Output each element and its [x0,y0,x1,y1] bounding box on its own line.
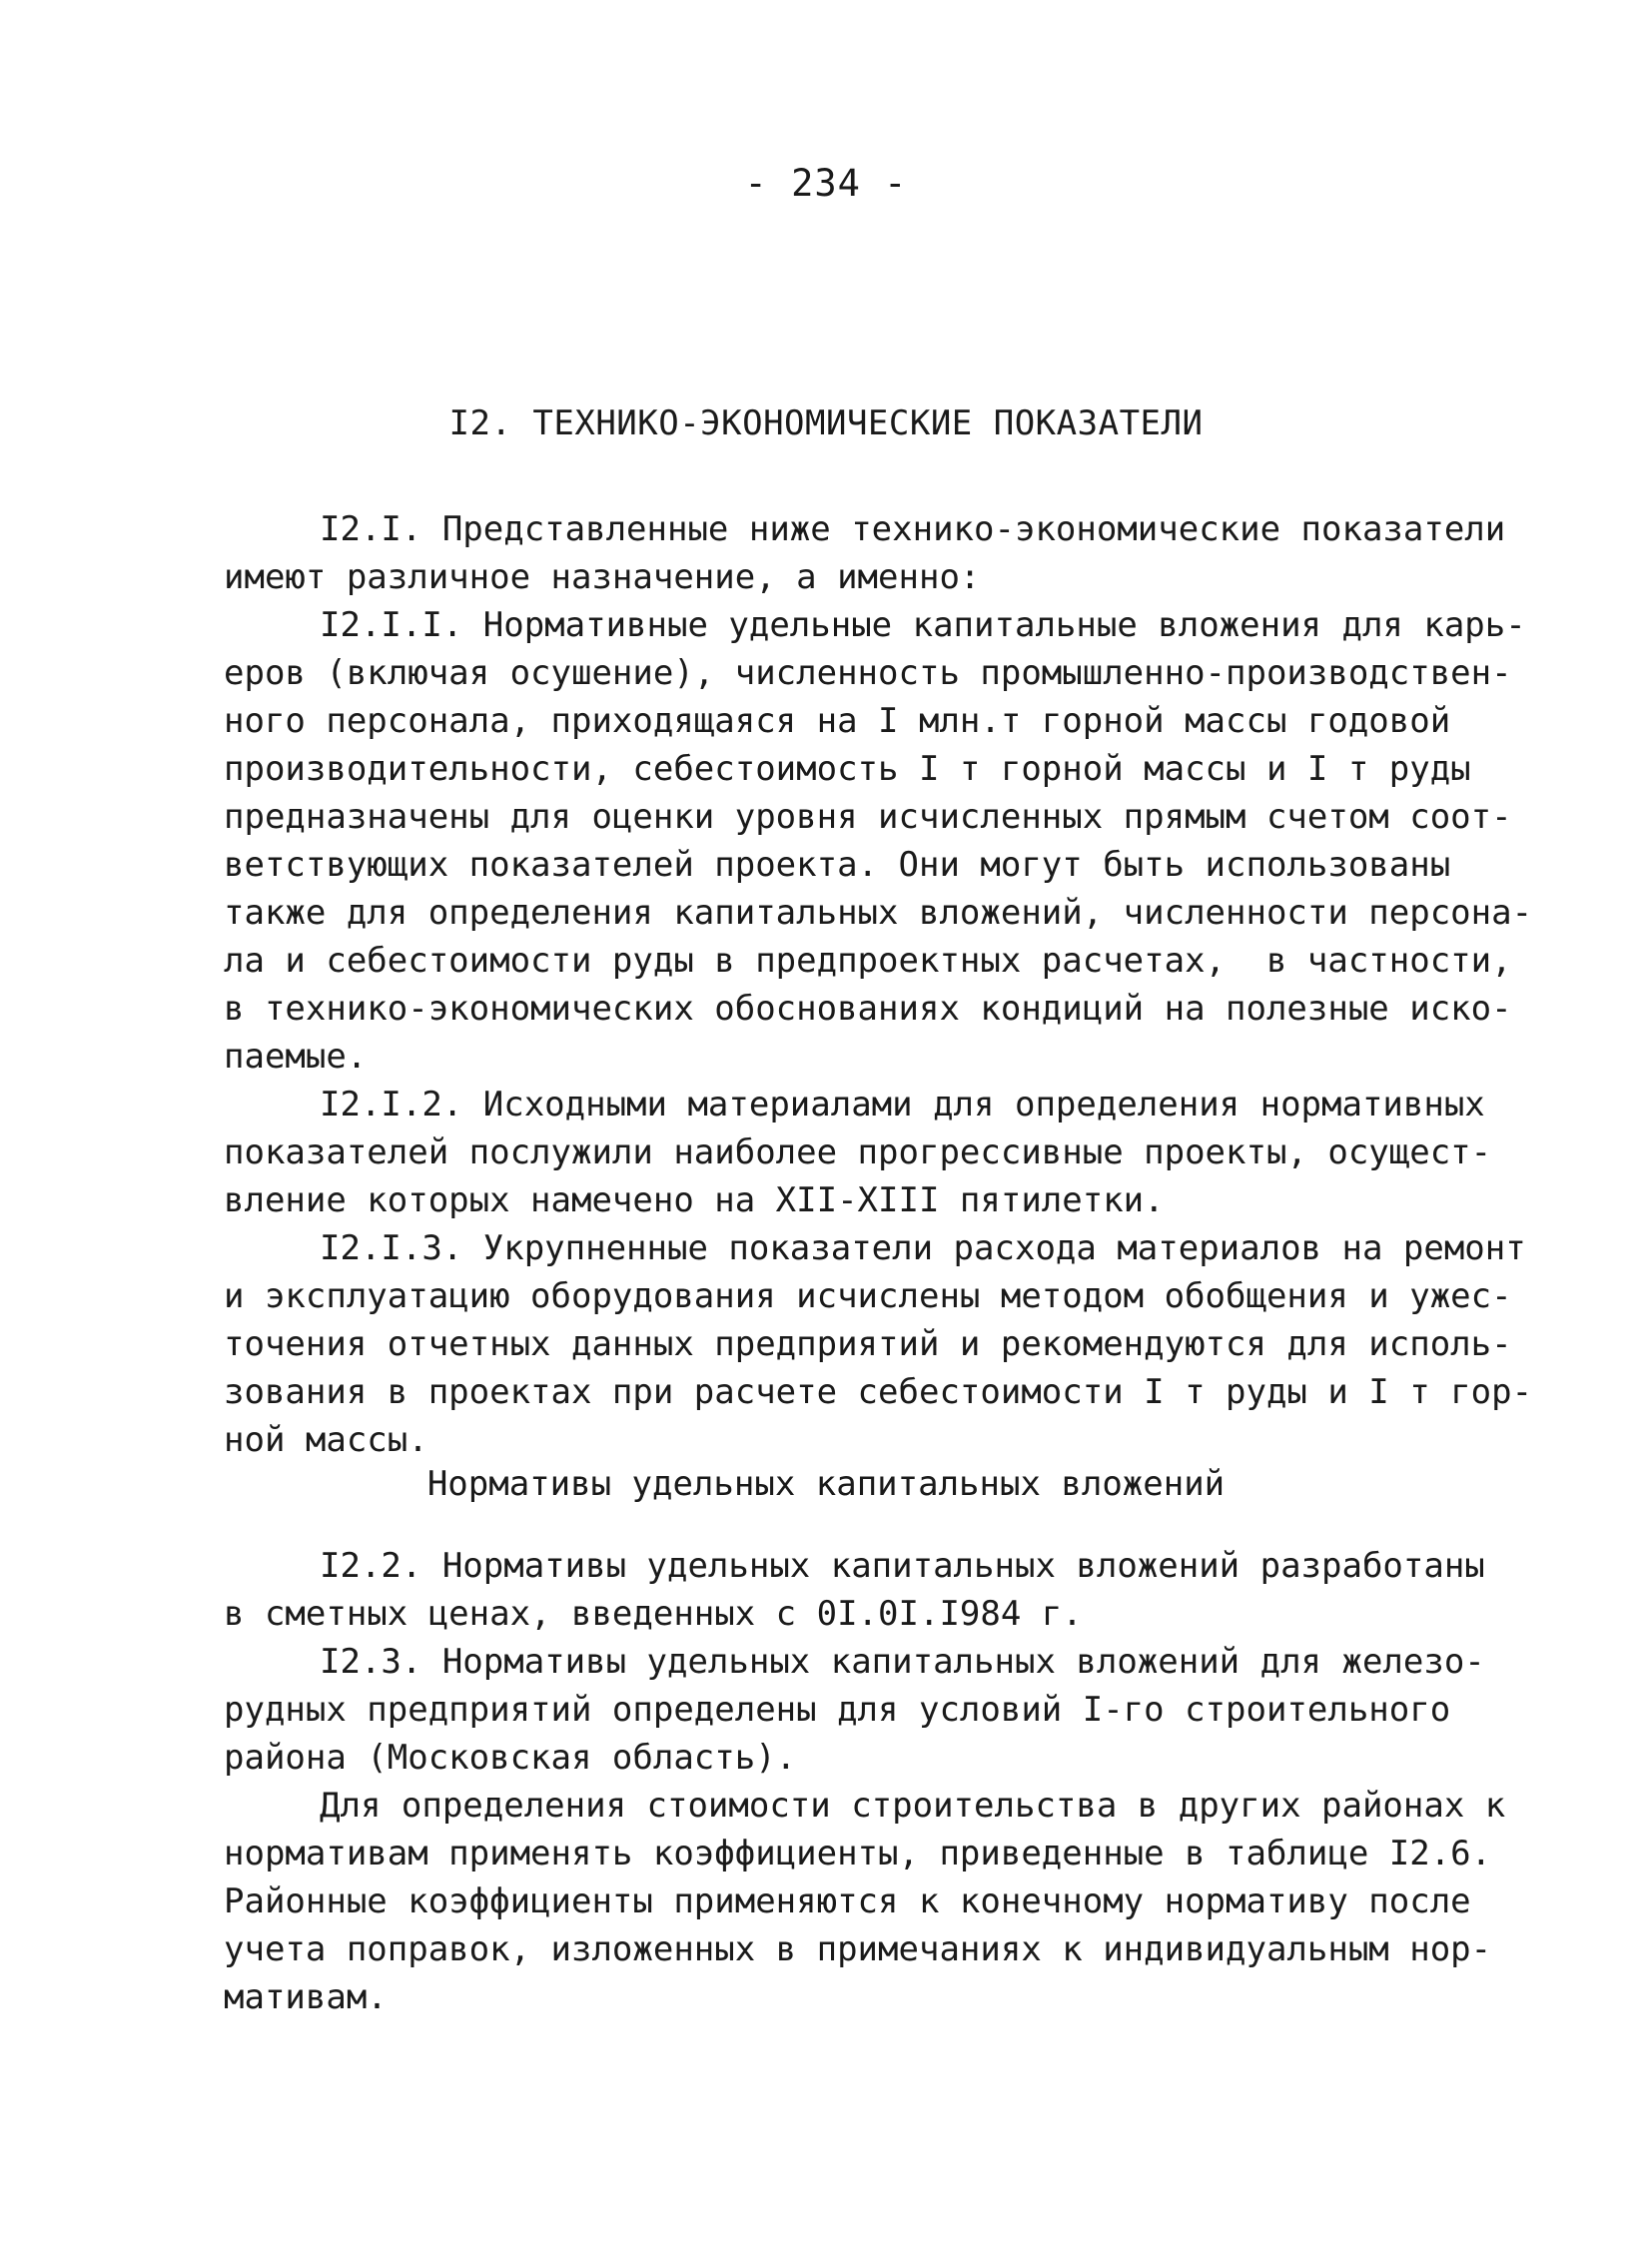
text-line: I2.I.I. Нормативные удельные капитальные вложения для карь- [320,605,1526,645]
text-line: Для определения стоимости строительства в других районах к [320,1786,1506,1826]
text-line: еров (включая осушение), численность промышленно-производствен- [224,653,1512,693]
body-block-2 [224,1542,1506,2021]
page-number: - 234 - [744,162,908,205]
text-line: имеют различное назначение, а именно: [224,557,981,597]
text-line: предназначены для оценки уровня исчисленных прямым счетом соот- [224,797,1512,837]
text-line: в технико-экономических обоснованиях кондиций на полезные иско- [224,989,1512,1029]
text-line: ветствующих показателей проекта. Они могут быть использованы [224,845,1451,885]
text-line: Районные коэффициенты применяются к конечному нормативу после [224,1881,1471,1921]
text-line: точения отчетных данных предприятий и рекомендуются для исполь- [224,1324,1512,1364]
text-line: ла и себестоимости руды в предпроектных расчетах, в частности, [224,941,1512,981]
subheading: Нормативы удельных капитальных вложений [426,1464,1226,1504]
text-line: ного персонала, приходящаяся на I млн.т горной массы годовой [224,701,1451,741]
text-line: I2.3. Нормативы удельных капитальных вложений для железо- [320,1642,1485,1682]
text-line: показателей послужили наиболее прогрессивные проекты, осущест- [224,1132,1492,1172]
text-line: также для определения капитальных вложений, численности персона- [224,893,1533,933]
section-title: I2. ТЕХНИКО-ЭКОНОМИЧЕСКИЕ ПОКАЗАТЕЛИ [448,403,1204,443]
text-line: нормативам применять коэффициенты, приведенные в таблице I2.6. [224,1834,1492,1873]
text-line: в сметных ценах, введенных с 0I.0I.I984 г. [224,1594,1083,1634]
text-line: рудных предприятий определены для условий I-го строительного [224,1690,1451,1730]
text-line: ной массы. [224,1420,428,1460]
text-line: I2.I.3. Укрупненные показатели расхода материалов на ремонт [320,1228,1526,1268]
text-line: и эксплуатацию оборудования исчислены методом обобщения и ужес- [224,1276,1512,1316]
text-line: паемые. [224,1037,368,1077]
text-line: производительности, себестоимость I т горной массы и I т руды [224,749,1471,789]
text-line: района (Московская область). [224,1738,797,1778]
text-line: учета поправок, изложенных в примечаниях к индивидуальным нор- [224,1929,1492,1969]
text-line: мативам. [224,1977,388,2017]
text-line: зования в проектах при расчете себестоимости I т руды и I т гор- [224,1372,1533,1412]
text-line: I2.2. Нормативы удельных капитальных вложений разработаны [320,1546,1485,1586]
text-line: I2.I.2. Исходными материалами для определения нормативных [320,1085,1485,1124]
text-line: вление которых намечено на XII-XIII пятилетки. [224,1180,1165,1220]
text-line: I2.I. Представленные ниже технико-экономические показатели [320,509,1506,549]
body-block-1 [224,505,1533,1464]
